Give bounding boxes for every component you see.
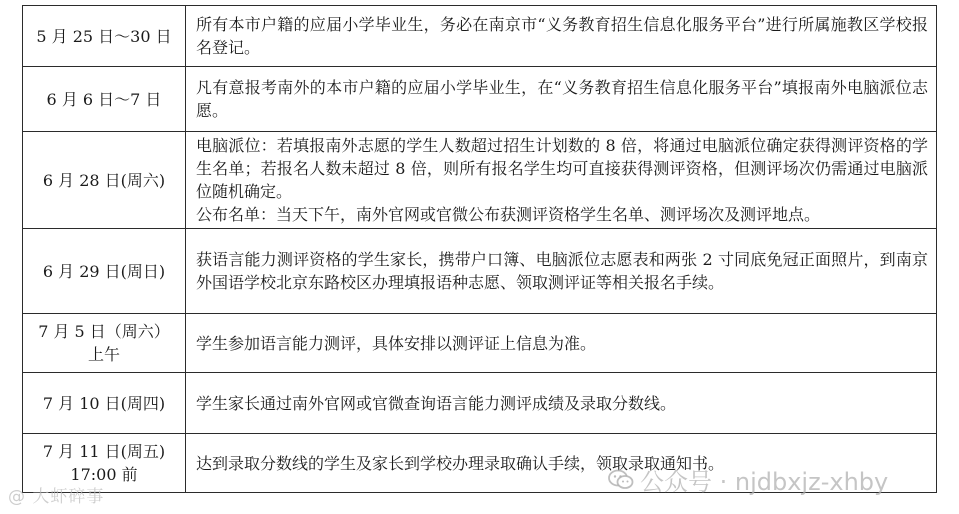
table-row xyxy=(23,132,937,229)
schedule-sheet xyxy=(22,5,937,493)
date-cell: 5 月 25 日～30 日 xyxy=(23,6,186,67)
description-text: 所有本市户籍的应届小学毕业生，务必在南京市“义务教育招生信息化服务平台”进行所属施教区学校报名登记。 xyxy=(196,15,928,57)
description-text: 电脑派位：若填报南外志愿的学生人数超过招生计划数的 8 倍，将通过电脑派位确定获得测评资格的学生名单；若报名人数未超过 8 倍，则所有报名学生均可直接获得测评资格，但测评场次仍需通过电脑派位随机确定。 xyxy=(196,136,928,201)
description-cell xyxy=(186,314,937,373)
date-cell: 6 月 6 日～7 日 xyxy=(23,67,186,132)
description-text: 学生家长通过南外官网或官微查询语言能力测评成绩及录取分数线。 xyxy=(196,393,677,413)
watermark-left: @ 大虾碎事 xyxy=(8,487,105,507)
date-cell: 6 月 28 日(周六) xyxy=(23,132,186,229)
description-cell xyxy=(186,6,937,67)
description-cell xyxy=(186,373,937,434)
description-text: 达到录取分数线的学生及家长到学校办理录取确认手续，领取录取通知书。 xyxy=(196,453,725,473)
description-text: 凡有意报考南外的本市户籍的应届小学毕业生，在“义务教育招生信息化服务平台”填报南外电脑派位志愿。 xyxy=(196,78,928,120)
date-cell: 7 月 10 日(周四) xyxy=(23,373,186,434)
watermark-right xyxy=(608,462,888,497)
date-cell: 7 月 5 日（周六） 上午 xyxy=(23,314,186,373)
table-row xyxy=(23,314,937,373)
description-cell xyxy=(186,67,937,132)
table-row xyxy=(23,67,937,132)
watermark-right-text: 公众号 · njdbxjz-xhby xyxy=(640,468,889,496)
table-row xyxy=(23,373,937,434)
enrollment-schedule-table xyxy=(22,5,937,493)
table-row xyxy=(23,229,937,314)
description-text: 获语言能力测评资格的学生家长，携带户口簿、电脑派位志愿表和两张 2 寸同底免冠正面照片，到南京外国语学校北京东路校区办理填报语种志愿、领取测评证等相关报名手续。 xyxy=(196,250,928,292)
description-text: 学生参加语言能力测评，具体安排以测评证上信息为准。 xyxy=(196,333,597,353)
wechat-icon xyxy=(608,469,634,491)
description-cell xyxy=(186,229,937,314)
table-row xyxy=(23,6,937,67)
description-text: 公布名单：当天下午，南外官网或官微公布获测评资格学生名单、测评场次及测评地点。 xyxy=(196,205,821,224)
date-cell: 6 月 29 日(周日) xyxy=(23,229,186,314)
date-cell: 7 月 11 日(周五) 17:00 前 xyxy=(23,434,186,493)
description-cell xyxy=(186,132,937,229)
